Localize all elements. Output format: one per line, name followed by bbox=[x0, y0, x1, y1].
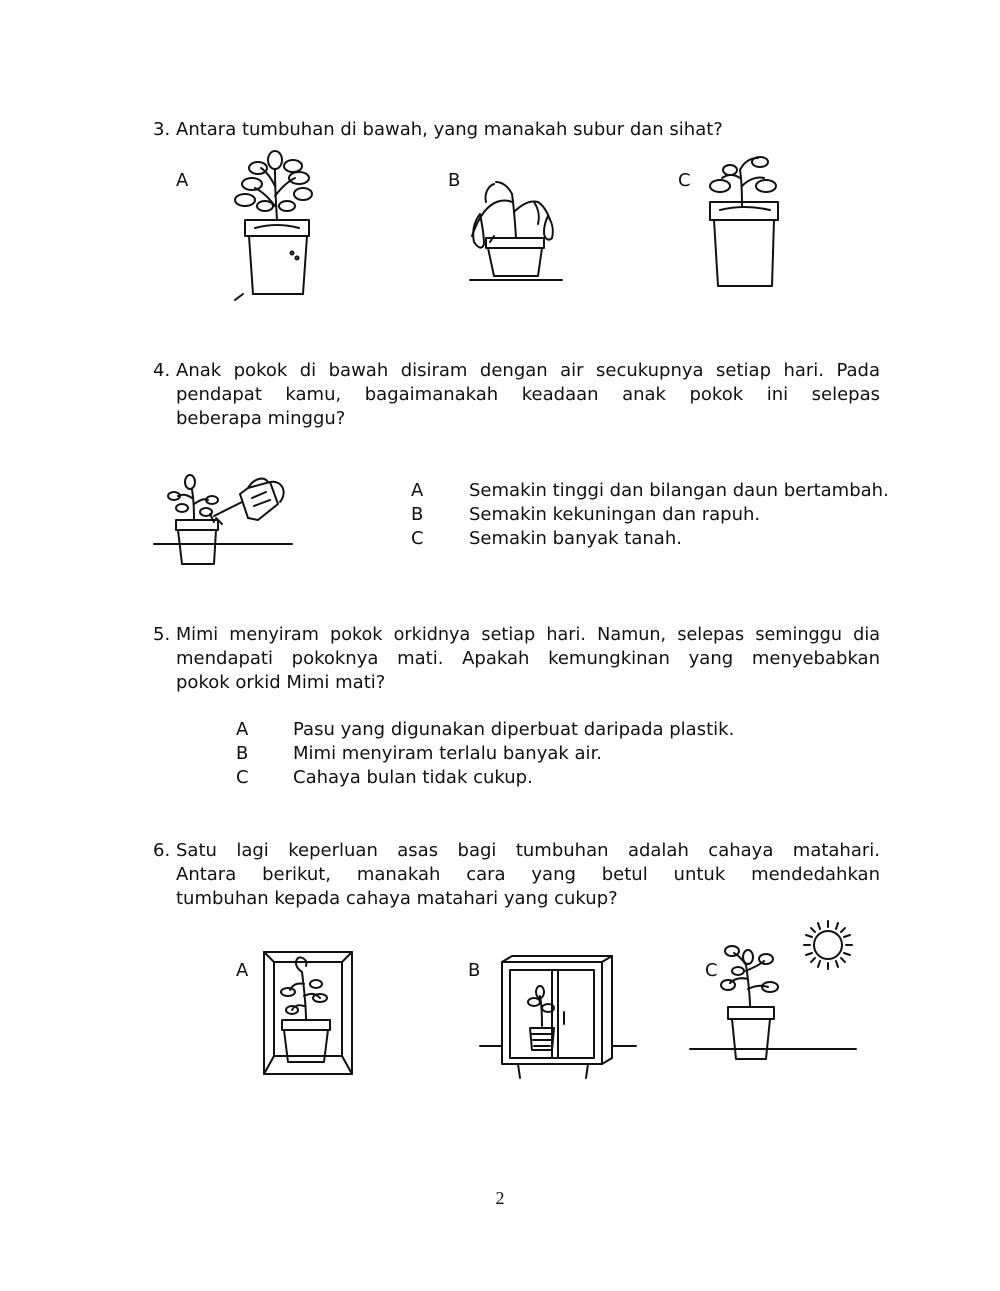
question-text-line-3: pokok orkid Mimi mati? bbox=[176, 672, 386, 693]
small-plant-illustration[interactable] bbox=[700, 150, 790, 300]
q3-option-c-label[interactable]: C bbox=[678, 170, 691, 191]
option-text: Semakin banyak tanah. bbox=[469, 528, 682, 549]
watering-can-seedling-illustration bbox=[152, 468, 297, 573]
q4-option-a[interactable] bbox=[411, 479, 931, 503]
question-4 bbox=[153, 359, 880, 431]
question-number: 3. bbox=[153, 119, 171, 140]
q6-option-a-label[interactable]: A bbox=[236, 960, 249, 981]
q5-option-c[interactable] bbox=[236, 766, 836, 790]
q3-option-a-label[interactable]: A bbox=[176, 170, 189, 191]
question-text-line-1: Anak pokok di bawah disiram dengan air secukupnya setiap hari. Pada bbox=[176, 360, 880, 381]
option-text: Cahaya bulan tidak cukup. bbox=[293, 767, 533, 788]
question-number: 4. bbox=[153, 360, 171, 381]
question-number: 5. bbox=[153, 624, 171, 645]
q5-option-b[interactable] bbox=[236, 742, 836, 766]
question-text-line-1: Mimi menyiram pokok orkidnya setiap hari. Namun, selepas seminggu dia bbox=[176, 625, 880, 645]
option-letter: C bbox=[411, 528, 424, 549]
option-letter: A bbox=[236, 719, 249, 740]
option-letter: B bbox=[411, 504, 424, 525]
plant-under-sun-illustration[interactable] bbox=[688, 915, 863, 1065]
q6-option-c-label[interactable]: C bbox=[705, 960, 718, 981]
question-number: 6. bbox=[153, 840, 171, 861]
plant-in-cabinet-illustration[interactable] bbox=[478, 954, 638, 1082]
question-text-line-2: Antara berikut, manakah cara yang betul untuk mendedahkan bbox=[176, 864, 880, 885]
q4-option-b[interactable] bbox=[411, 503, 931, 527]
option-text: Semakin kekuningan dan rapuh. bbox=[469, 504, 761, 525]
option-letter: A bbox=[411, 480, 424, 501]
q5-option-a[interactable] bbox=[236, 718, 836, 742]
question-6 bbox=[153, 839, 880, 911]
question-text-line-1: Satu lagi keperluan asas bagi tumbuhan adalah cahaya matahari. bbox=[176, 840, 880, 861]
question-3 bbox=[153, 118, 853, 142]
question-text-line-3: beberapa minggu? bbox=[176, 408, 346, 429]
q4-option-c[interactable] bbox=[411, 527, 931, 551]
wilted-plant-illustration[interactable] bbox=[458, 172, 578, 284]
option-letter: B bbox=[236, 743, 249, 764]
option-text: Pasu yang digunakan diperbuat daripada plastik. bbox=[293, 719, 735, 740]
question-text-line-2: mendapati pokoknya mati. Apakah kemungkinan yang menyebabkan bbox=[176, 648, 880, 669]
question-5 bbox=[153, 623, 880, 695]
option-letter: C bbox=[236, 767, 249, 788]
option-text: Semakin tinggi dan bilangan daun bertambah. bbox=[469, 480, 889, 501]
q3-option-b-label[interactable]: B bbox=[448, 170, 461, 191]
healthy-plant-illustration[interactable] bbox=[225, 148, 325, 308]
question-text-line-3: tumbuhan kepada cahaya matahari yang cukup? bbox=[176, 888, 618, 909]
question-text-line-2: pendapat kamu, bagaimanakah keadaan anak pokok ini selepas bbox=[176, 384, 880, 405]
plant-in-box-illustration[interactable] bbox=[258, 948, 358, 1078]
page-number: 2 bbox=[495, 1188, 505, 1208]
q6-option-b-label[interactable]: B bbox=[468, 960, 481, 981]
option-text: Mimi menyiram terlalu banyak air. bbox=[293, 743, 603, 764]
question-text: Antara tumbuhan di bawah, yang manakah subur dan sihat? bbox=[176, 119, 723, 140]
